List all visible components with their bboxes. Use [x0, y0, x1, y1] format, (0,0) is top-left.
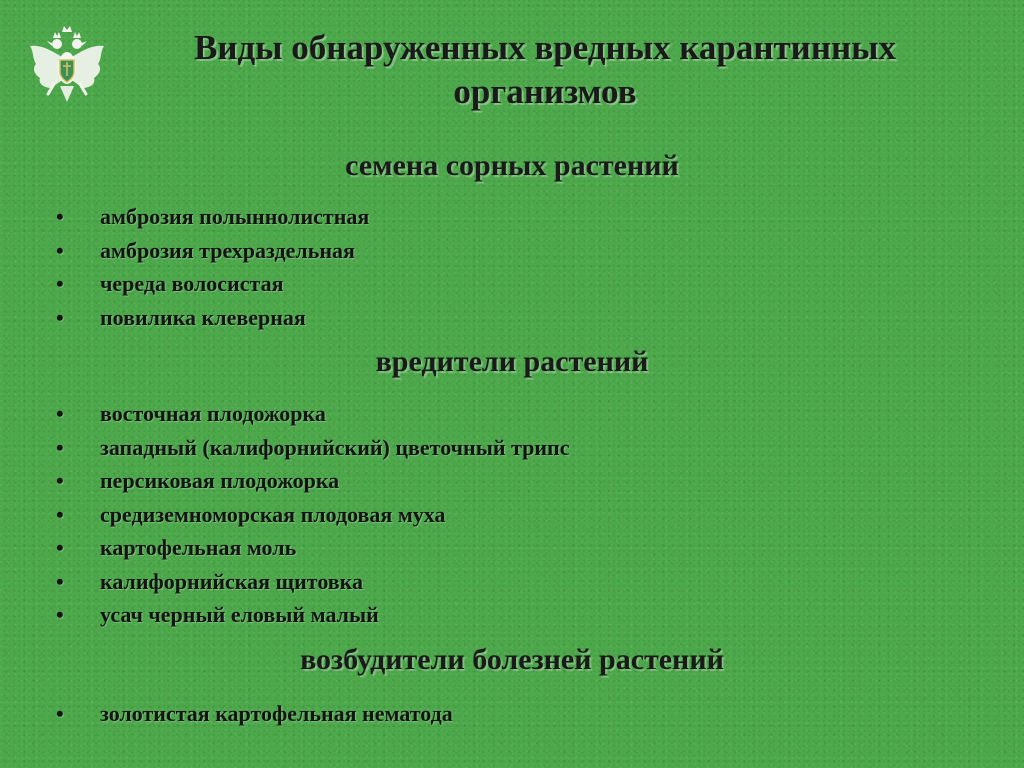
double-headed-eagle-emblem-icon	[24, 22, 110, 112]
list-item	[56, 498, 570, 532]
list-item	[56, 565, 570, 599]
list-item-label: восточная плодожорка	[100, 401, 326, 426]
list-item	[56, 464, 570, 498]
section-heading-label: семена сорных растений	[345, 149, 679, 182]
bullet-icon: •	[56, 535, 64, 560]
section-heading-label: вредители растений	[375, 345, 649, 378]
bullet-icon: •	[56, 204, 64, 229]
bullet-icon: •	[56, 602, 64, 627]
pests-list	[56, 397, 570, 632]
list-item-label: персиковая плодожорка	[100, 468, 340, 493]
bullet-icon: •	[56, 271, 64, 296]
bullet-icon: •	[56, 237, 64, 263]
list-item	[56, 531, 570, 565]
weeds-list	[56, 200, 369, 334]
list-item	[56, 431, 570, 465]
section-heading-weeds	[0, 146, 1024, 186]
list-item	[56, 697, 453, 731]
list-item	[56, 301, 369, 335]
list-item	[56, 397, 570, 431]
list-item	[56, 200, 369, 234]
bullet-icon: •	[56, 401, 64, 426]
list-item	[56, 267, 369, 301]
slide-title: Виды обнаруженных вредных карантинных организмов	[193, 28, 897, 111]
list-item	[56, 598, 570, 632]
bullet-icon: •	[56, 304, 64, 330]
list-item-label: череда волосистая	[100, 271, 284, 296]
list-item-label: золотистая картофельная нематода	[100, 701, 453, 726]
bullet-icon: •	[56, 501, 64, 527]
list-item-label: картофельная моль	[100, 535, 297, 560]
list-item-label: калифорнийская щитовка	[100, 568, 363, 594]
section-heading-pests	[0, 342, 1024, 382]
list-item	[56, 234, 369, 268]
section-heading-diseases	[0, 640, 1024, 680]
list-item-label: средиземноморская плодовая муха	[100, 501, 446, 527]
list-item-label: повилика клеверная	[100, 304, 306, 330]
list-item-label: усач черный еловый малый	[100, 602, 379, 627]
diseases-list	[56, 697, 453, 731]
bullet-icon: •	[56, 701, 64, 726]
bullet-icon: •	[56, 568, 64, 594]
bullet-icon: •	[56, 434, 64, 460]
list-item-label: западный (калифорнийский) цветочный трипс	[100, 434, 570, 460]
list-item-label: амброзия трехраздельная	[100, 237, 355, 263]
list-item-label: амброзия полыннолистная	[100, 204, 370, 229]
section-heading-label: возбудители болезней растений	[300, 643, 724, 676]
bullet-icon: •	[56, 468, 64, 493]
